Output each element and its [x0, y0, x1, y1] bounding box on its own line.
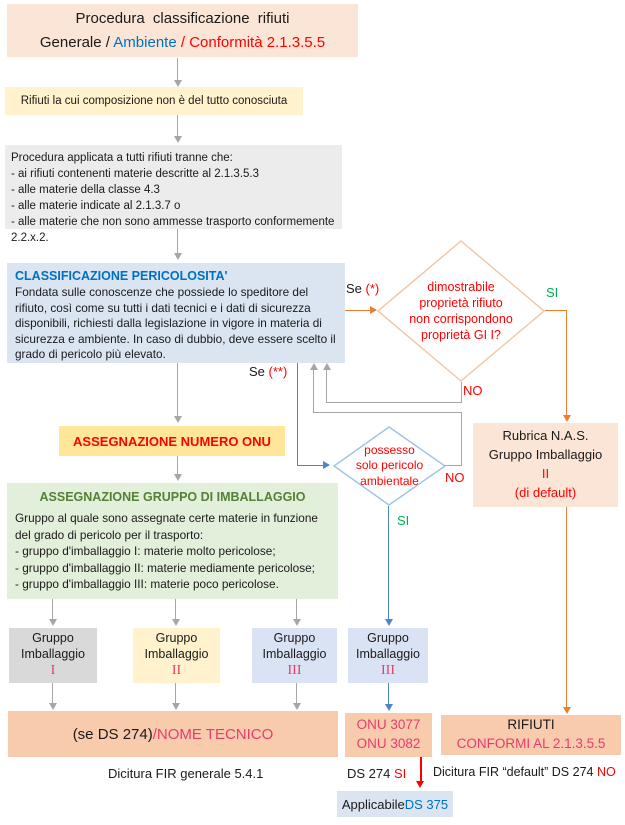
- decision2-line: possesso: [364, 442, 415, 457]
- se-doublestar-label: [249, 364, 287, 379]
- title-subline: [40, 31, 325, 54]
- scope-line: Procedura applicata a tutti rifiuti tranne che:: [11, 152, 233, 164]
- connector-d1-no-v: [461, 382, 462, 402]
- onu-assignment-text: ASSEGNAZIONE NUMERO ONU: [73, 433, 271, 449]
- connector-packing-g3: [296, 599, 297, 620]
- connector-g3-tech: [296, 683, 297, 704]
- tech-name-highlight: NOME TECNICO: [156, 725, 274, 743]
- decision2-si-label: SI: [397, 513, 410, 528]
- group-label: Gruppo: [273, 631, 316, 646]
- connector-title-unknown: [177, 58, 178, 81]
- star1-text: (*): [365, 281, 380, 296]
- se-text: Se: [249, 364, 269, 379]
- connector-g1-tech: [52, 683, 53, 704]
- packing-line: - gruppo d'imballaggio III: materie poco pericolose.: [15, 577, 279, 592]
- connector-d1-si-h: [545, 310, 567, 311]
- group-box-1: [9, 628, 97, 683]
- connector-class-onu: [177, 363, 178, 417]
- connector-scope-classification: [177, 229, 178, 254]
- arrowhead-scope-classification: [174, 253, 182, 260]
- title-conformita: Conformità 2.1.3.5.5: [189, 33, 326, 51]
- onu-number: ONU 3077: [356, 717, 421, 733]
- arrowhead-class-onu: [174, 416, 182, 423]
- conformi-box: [441, 715, 621, 755]
- connector-packing-g2: [175, 599, 176, 620]
- packing-group-box: [7, 483, 338, 599]
- group-box-4: [348, 628, 428, 683]
- scope-line: - ai rifiuti contenenti materie descritte al 2.1.3.5.3: [11, 168, 260, 181]
- connector-onu2-applicabile: [420, 757, 422, 782]
- connector-packing-g1: [52, 599, 53, 620]
- packing-line: del grado di pericolo per il trasporto:: [15, 527, 204, 542]
- connector-d2-si: [388, 506, 389, 620]
- packing-group-title: ASSEGNAZIONE GRUPPO DI IMBALLAGGIO: [39, 490, 306, 504]
- fir-default-answer: NO: [596, 765, 616, 779]
- classification-box: [7, 263, 345, 363]
- page-title: Procedura classificazione rifiuti: [75, 10, 290, 28]
- connector-se2-v: [297, 363, 298, 466]
- arrowhead-onu-packing: [174, 474, 182, 481]
- decision1-line: proprietà GI I?: [421, 328, 501, 342]
- fir-default-caption: [433, 765, 616, 779]
- connector-d1-no-up: [326, 369, 327, 402]
- arrowhead-d2-return: [310, 363, 318, 370]
- decision2-no-label: NO: [445, 470, 465, 485]
- title-generale: Generale: [39, 33, 102, 51]
- arrowhead-g4-onu2: [385, 704, 393, 711]
- decision1-no-label: NO: [463, 383, 483, 398]
- unknown-composition-box: [5, 87, 303, 115]
- decision2-line: solo pericolo: [355, 458, 424, 473]
- se-text: Se: [346, 281, 366, 296]
- connector-d2-no-v2: [313, 369, 314, 412]
- onu-assignment-box: [59, 426, 285, 456]
- connector-onu-packing: [177, 456, 178, 475]
- decision2-line: ambientale: [360, 473, 419, 488]
- decision1-text: [377, 240, 545, 382]
- onu-number: ONU 3082: [356, 736, 421, 751]
- classification-body: Fondata sulle conoscenze che possiede lo speditore del rifiuto, così come su tutti i dati tecnici e i dati di sicurezza disponibili, richiesti dalla legislazione in vigore in materia di sicurezza e ambiente. In caso di dubbio, deve essere scelto il grado di pericolo più elevato.: [15, 285, 336, 362]
- arrowhead-d1-return: [323, 363, 331, 370]
- scope-line: - alle materie indicate al 2.1.3.7 o: [11, 200, 181, 213]
- connector-d2-no-h2: [313, 412, 462, 413]
- group-numeral: III: [381, 663, 395, 679]
- tech-name-prefix: (se DS 274): [72, 725, 153, 743]
- se-star-label: [346, 281, 379, 296]
- rubrica-group-numeral: II: [541, 466, 550, 481]
- arrowhead-se2-diamond2: [323, 461, 330, 469]
- classification-title: CLASSIFICAZIONE PERICOLOSITA': [15, 269, 228, 283]
- rubrica-box: [473, 423, 618, 507]
- scope-box: [5, 145, 342, 245]
- title-box: [7, 4, 358, 57]
- rubrica-default: (di default): [514, 484, 577, 500]
- arrowhead-g1-tech: [49, 703, 57, 710]
- connector-d1-no-h: [326, 402, 462, 403]
- title-sep1: /: [101, 33, 114, 51]
- group-label: Imballaggio: [21, 646, 85, 661]
- title-sep2: /: [176, 33, 190, 51]
- decision2-text: [333, 426, 446, 506]
- star2-text: (**): [268, 364, 288, 379]
- onu-numbers-box: [345, 713, 432, 757]
- connector-rubrica-conformi: [566, 507, 567, 708]
- arrowhead-g3-tech: [293, 703, 301, 710]
- title-ambiente: Ambiente: [113, 33, 177, 51]
- group-label: Gruppo: [367, 631, 409, 646]
- scope-line: - alle materie che non sono ammesse trasporto conformemente 2.2.x.2.: [11, 216, 335, 245]
- applicabile-ds375: DS 375: [404, 796, 449, 812]
- connector-g2-tech: [175, 683, 176, 704]
- arrowhead-packing-g1: [49, 619, 57, 626]
- decision1-line: non corrispondono: [409, 312, 513, 326]
- conformi-line2: CONFORMI AL 2.1.3.5.5: [456, 736, 606, 751]
- arrowhead-title-unknown: [174, 80, 182, 87]
- packing-line: - gruppo d'imballaggio II: materie mediamente pericolose;: [15, 560, 315, 575]
- arrowhead-packing-g3: [293, 619, 301, 626]
- applicabile-prefix: Applicabile: [341, 796, 405, 812]
- unknown-composition-text: Rifiuti la cui composizione non è del tutto conosciuta: [20, 95, 288, 107]
- arrowhead-onu2-applicabile: [416, 781, 424, 788]
- arrowhead-d2-group4: [385, 619, 393, 626]
- rubrica-line: Gruppo Imballaggio: [488, 447, 603, 463]
- connector-unknown-scope: [177, 115, 178, 137]
- group-label: Gruppo: [32, 631, 74, 646]
- connector-se2-h: [297, 465, 324, 466]
- applicabile-box: [337, 791, 453, 817]
- group-numeral: II: [171, 663, 182, 679]
- group-label: Imballaggio: [262, 646, 327, 661]
- arrowhead-packing-g2: [172, 619, 180, 626]
- ds274-caption: [347, 766, 406, 781]
- connector-d2-no-v1: [461, 412, 462, 466]
- group-numeral: III: [287, 663, 302, 679]
- connector-d1-si-v: [566, 310, 567, 416]
- tech-name-slash: /: [152, 725, 157, 743]
- connector-g4-onu2: [388, 683, 389, 705]
- connector-d2-no-h1: [445, 465, 462, 466]
- technical-name-box: [8, 711, 338, 757]
- connector-se-diamond1: [345, 310, 371, 311]
- conformi-line1: RIFIUTI: [507, 717, 555, 733]
- rubrica-line: Rubrica N.A.S.: [502, 428, 589, 444]
- group-label: Imballaggio: [144, 646, 209, 661]
- arrowhead-rubrica-conformi: [563, 707, 571, 714]
- fir-default-text: Dicitura FIR “default” DS 274: [433, 765, 597, 779]
- arrowhead-g2-tech: [172, 703, 180, 710]
- group-numeral: I: [50, 663, 56, 679]
- decision1-line: dimostrabile: [427, 280, 495, 294]
- scope-line: - alle materie della classe 4.3: [11, 184, 160, 197]
- arrowhead-unknown-scope: [174, 136, 182, 143]
- group-label: Imballaggio: [356, 646, 420, 661]
- packing-line: - gruppo d'imballaggio I: materie molto pericolose;: [15, 544, 276, 559]
- group-box-3: [252, 628, 337, 683]
- packing-line: Gruppo al quale sono assegnate certe materie in funzione: [15, 511, 318, 525]
- group-box-2: [133, 628, 220, 683]
- ds274-answer: SI: [393, 766, 407, 781]
- arrowhead-se-diamond1: [370, 306, 377, 314]
- decision1-line: proprietà rifiuto: [419, 296, 503, 310]
- fir-general-caption: Dicitura FIR generale 5.4.1: [108, 766, 264, 781]
- group-label: Gruppo: [155, 631, 198, 646]
- ds274-text: DS 274: [347, 766, 394, 781]
- arrowhead-d1-rubrica: [563, 415, 571, 422]
- decision1-si-label: SI: [546, 285, 559, 300]
